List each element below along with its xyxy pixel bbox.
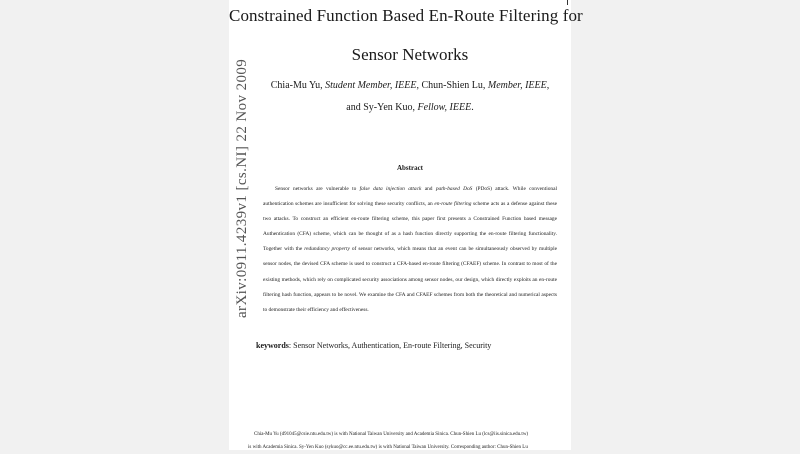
abstract-em-redundancy: redundancy property	[304, 246, 350, 252]
author1-role: Student Member, IEEE,	[325, 80, 419, 91]
abstract-text-4: scheme acts as a defense against these two attacks. To construct an efficient en-route filtering scheme, this paper first presents a Constrained Function based message Authentication (CFA) scheme, which can be thought of as a hash function directly supporting the en-route filtering functionality. Together with the	[263, 201, 557, 252]
author-final-period: .	[471, 102, 474, 113]
author3-role: Fellow, IEEE	[418, 102, 472, 113]
author-footnote	[248, 429, 578, 454]
arxiv-stamp: arXiv:0911.4239v1 [cs.NI] 22 Nov 2009	[234, 59, 251, 318]
abstract-body	[263, 182, 557, 318]
abstract-heading: Abstract	[229, 164, 591, 172]
author-line-1	[229, 80, 591, 91]
page-corner-mark	[567, 0, 568, 5]
paper-title-line1: Constrained Function Based En-Route Filtering for	[229, 6, 649, 26]
abstract-em-en-route: en-route filtering	[434, 201, 471, 207]
abstract-text-3: (PDoS) attack. While conventional authentication schemes are insufficient for solving these security conflicts, an	[263, 186, 557, 207]
keywords-label: keywords	[256, 341, 289, 350]
abstract-text-5: of sensor networks, which means that an event can be simultaneously observed by multiple sensor nodes, the devised CFA scheme is used to construct a CFA-based en-route filtering (CFAEF) scheme. In contrast to most of the existing methods, which rely on complicated security associations among sensor nodes, our design, which directly exploits an en-route filtering hash function, appears to be novel. We examine the CFA and CFAEF schemes from both the theoretical and numerical aspects to demonstrate their efficiency and effectiveness.	[263, 246, 557, 312]
author1-name: Chia-Mu Yu,	[271, 80, 323, 91]
author2-name: Chun-Shien Lu,	[421, 80, 485, 91]
author-line-2	[229, 102, 591, 113]
footnote-line-2: is with Academia Sinica. Sy-Yen Kuo (sykuo@cc.ee.ntu.edu.tw) is with National Taiwan University. Corresponding author: Chun-Shien Lu	[248, 442, 578, 454]
author-connector: and	[346, 102, 360, 113]
footnote-line-1: Chia-Mu Yu (d91045@csie.ntu.edu.tw) is with National Taiwan University and Academia Sinica. Chun-Shien Lu (lcs@iis.sinica.edu.tw)	[248, 429, 578, 442]
keywords-text: : Sensor Networks, Authentication, En-route Filtering, Security	[289, 341, 491, 350]
abstract-em-pdos: path-based DoS	[436, 186, 473, 192]
abstract-text-2: and	[421, 186, 435, 192]
abstract-em-false-data: false data injection attack	[360, 186, 422, 192]
abstract-text-1: Sensor networks are vulnerable to	[275, 186, 360, 192]
paper-title-line2: Sensor Networks	[229, 45, 591, 65]
keywords-line	[256, 341, 491, 350]
author3-name: Sy-Yen Kuo,	[363, 102, 415, 113]
author2-role: Member, IEEE,	[488, 80, 549, 91]
